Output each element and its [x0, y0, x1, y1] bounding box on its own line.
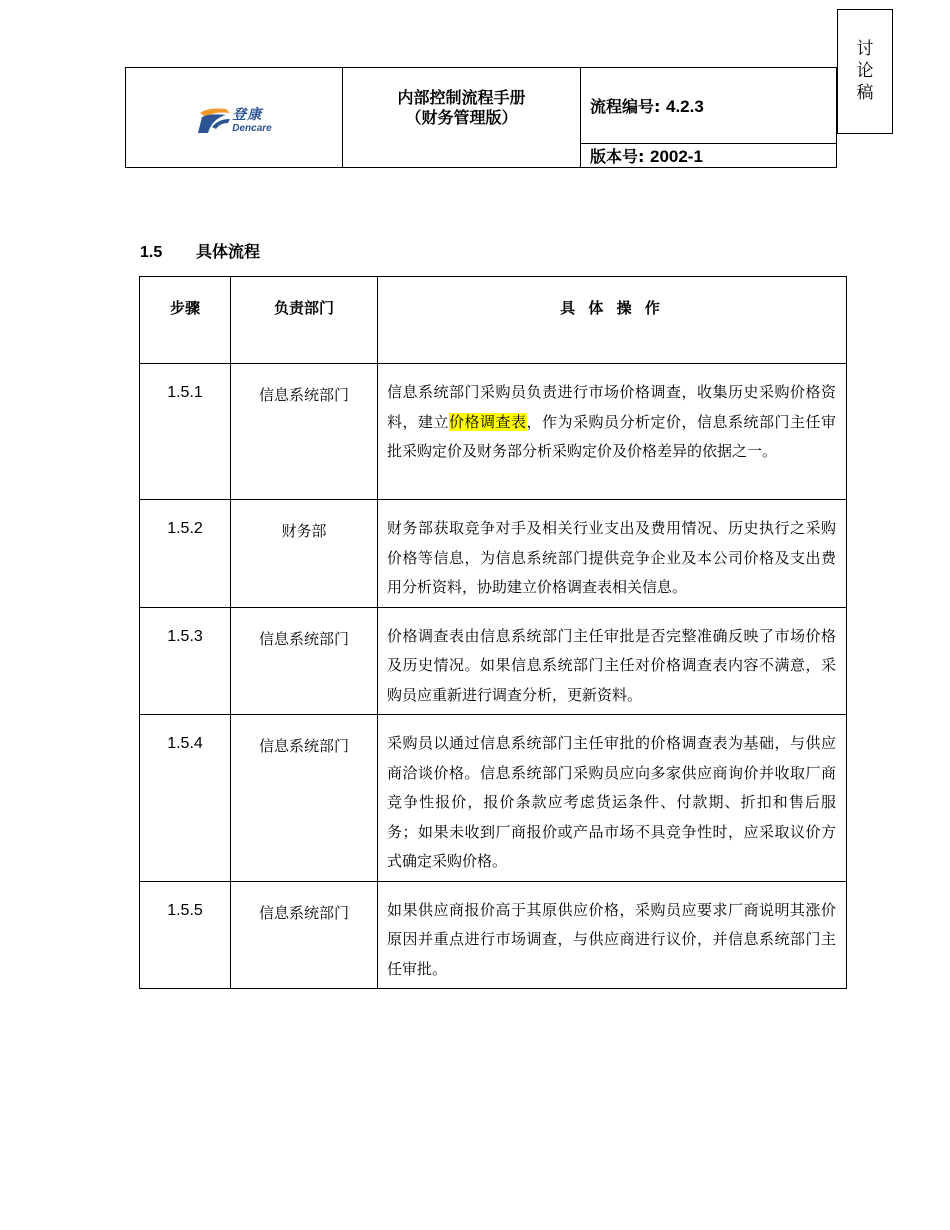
operation-text: 价格调查表由信息系统部门主任审批是否完整准确反映了市场价格及历史情况。如果信息系统部门主任对价格调查表内容不满意，采购员应重新进行调查分析，更新资料。	[378, 607, 847, 715]
version-value: 2002-1	[649, 147, 703, 166]
operation-text-part: ，作为采购员分析定价，信息系统部门主任审批采购定价及财务部分析采购定价及价格差异的依据之一。	[387, 412, 836, 460]
process-code-value: 4.2.3	[665, 96, 704, 116]
table-row	[140, 364, 847, 500]
process-code-label: 流程编号:	[590, 96, 666, 116]
header-operation: 具 体 操 作	[378, 277, 847, 364]
table-row	[140, 715, 847, 882]
table-row	[140, 881, 847, 989]
logo-english-name: Dencare	[232, 122, 272, 134]
step-number: 1.5.1	[140, 364, 231, 500]
table-row	[140, 500, 847, 608]
department: 财务部	[231, 500, 378, 608]
highlighted-term: 价格调查表	[449, 412, 527, 431]
process-code-cell	[581, 68, 837, 144]
operation-text	[378, 364, 847, 500]
department: 信息系统部门	[231, 364, 378, 500]
section-title: 具体流程	[196, 242, 261, 261]
draft-stamp-char-1: 讨	[856, 39, 874, 59]
logo-chinese-name: 登康	[232, 106, 263, 123]
operation-text: 如果供应商报价高于其原供应价格，采购员应要求厂商说明其涨价原因并重点进行市场调查，与供应商进行议价，并信息系统部门主任审批。	[378, 881, 847, 989]
department: 信息系统部门	[231, 881, 378, 989]
table-header-row	[140, 277, 847, 364]
manual-title-cell	[343, 68, 581, 168]
manual-subtitle: （财务管理版）	[405, 108, 518, 127]
header-dept: 负责部门	[231, 277, 378, 364]
company-logo	[126, 66, 342, 169]
logo-cell	[126, 68, 343, 168]
section-heading	[140, 239, 260, 262]
department: 信息系统部门	[231, 715, 378, 882]
step-number: 1.5.2	[140, 500, 231, 608]
procedure-table	[139, 276, 847, 989]
operation-text: 财务部获取竞争对手及相关行业支出及费用情况、历史执行之采购价格等信息，为信息系统部门提供竞争企业及本公司价格及支出费用分析资料，协助建立价格调查表相关信息。	[378, 500, 847, 608]
section-number: 1.5	[140, 244, 163, 261]
logo-mark-icon	[196, 105, 234, 135]
draft-stamp-char-2: 论	[856, 61, 874, 81]
version-cell	[581, 143, 837, 167]
document-header	[125, 67, 837, 168]
header-step: 步骤	[140, 277, 231, 364]
manual-title: 内部控制流程手册	[397, 88, 526, 107]
draft-stamp	[837, 9, 893, 134]
operation-text-part: 信息系统部门采购员负责进行市场价格调查，收集历史采购价格资料，建立	[387, 383, 836, 431]
version-label: 版本号:	[590, 147, 650, 166]
step-number: 1.5.4	[140, 715, 231, 882]
table-row	[140, 607, 847, 715]
draft-stamp-char-3: 稿	[856, 83, 874, 103]
step-number: 1.5.3	[140, 607, 231, 715]
department: 信息系统部门	[231, 607, 378, 715]
step-number: 1.5.5	[140, 881, 231, 989]
operation-text: 采购员以通过信息系统部门主任审批的价格调查表为基础，与供应商洽谈价格。信息系统部门采购员应向多家供应商询价并收取厂商竞争性报价，报价条款应考虑货运条件、付款期、折扣和售后服务；如果未收到厂商报价或产品市场不具竞争性时，应采取议价方式确定采购价格。	[378, 715, 847, 882]
